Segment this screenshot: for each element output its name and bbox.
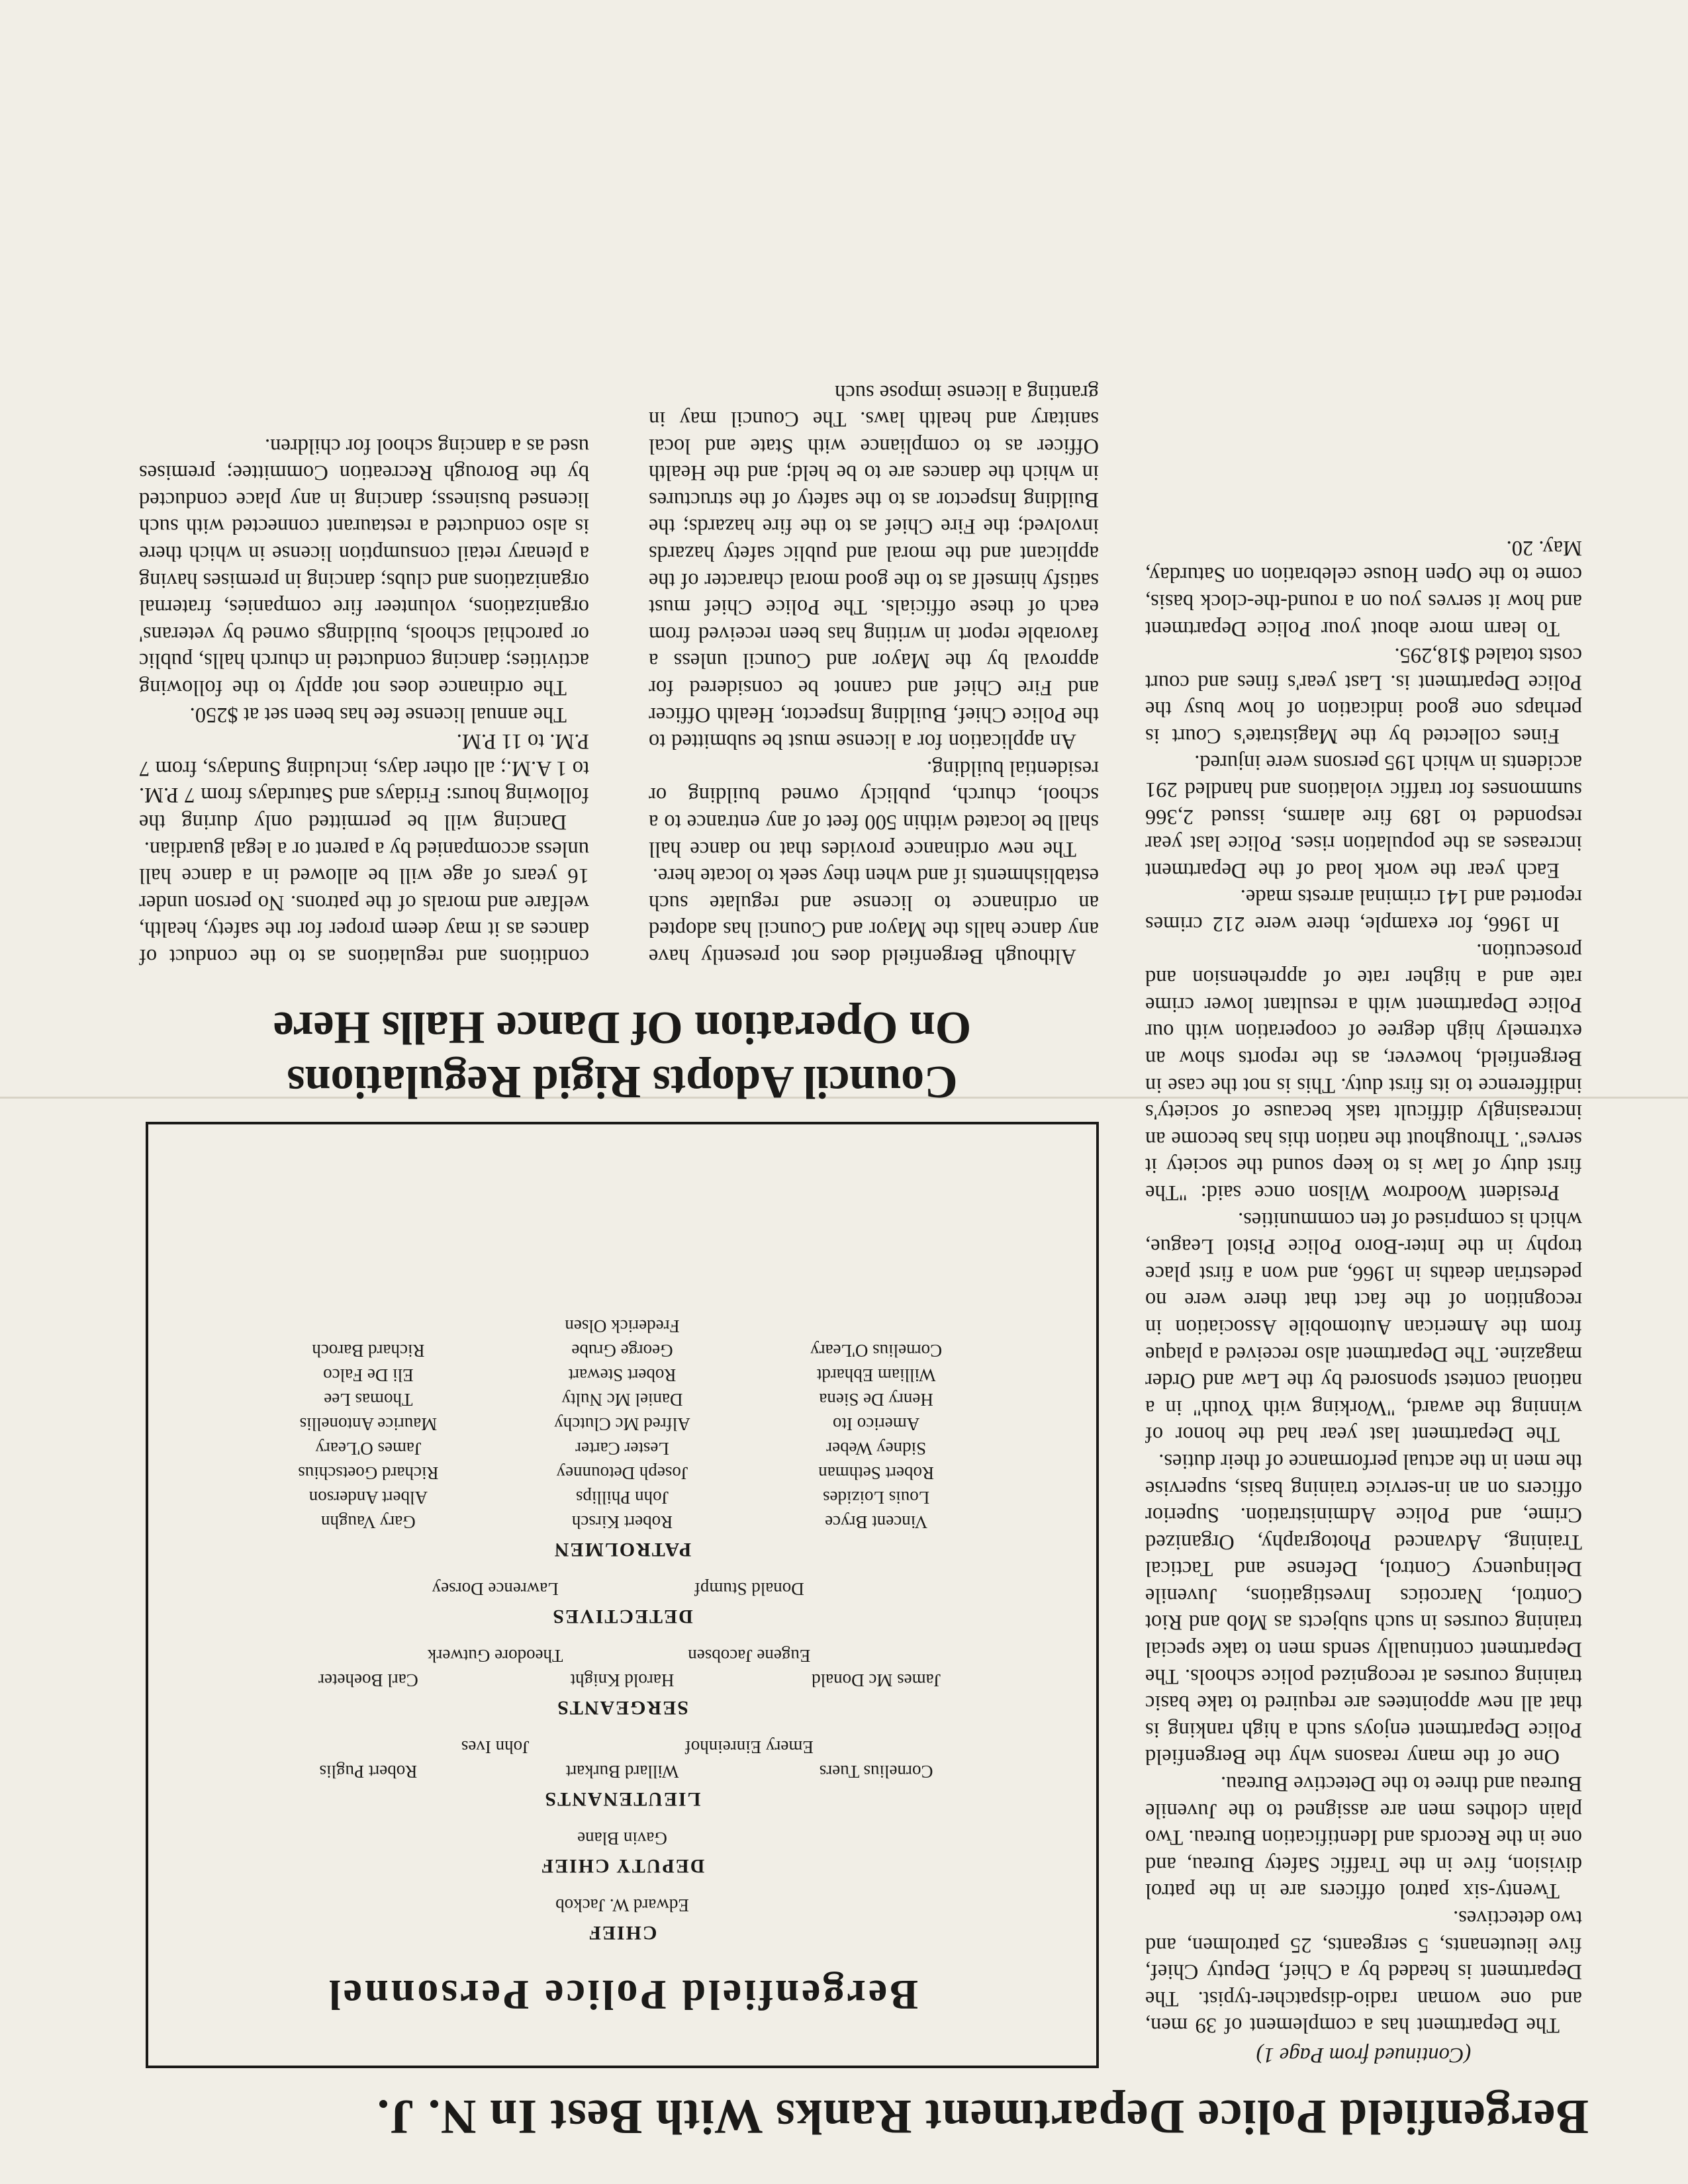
rank-title: PATROLMEN <box>553 1539 692 1561</box>
article-paragraph: The ordinance does not apply to the following activities; dancing conducted in church halls, public or parochial schools, buildings owned by veterans' organizations, volunteer fire companies, fraternal organizations and clubs; dancing in premises having a plenary retail consumption license in which there is also conducted a restaurant connected with such licensed business; dancing in any place conducted by the Borough Recreation Committee; premises used as a dancing school for children. <box>139 433 589 700</box>
officer-name: Robert Stewart <box>568 1365 677 1385</box>
officer-name: Lester Carter <box>575 1439 669 1459</box>
officer-name: Theodore Gutwerk <box>427 1646 563 1666</box>
officer-name: Alfred Mc Clutchy <box>554 1414 690 1434</box>
officer-name: Eugene Jacobsen <box>688 1646 811 1666</box>
officer-name: Frederick Olsen <box>565 1316 680 1336</box>
article-paragraph: In 1966, for example, there were 212 crimes reported and 141 criminal arrests made. <box>1145 885 1582 936</box>
officer-name: Emery Einreinhof <box>684 1737 814 1757</box>
officer-name: Lawrence Dorsey <box>432 1579 559 1599</box>
officer-name: Thomas Lee <box>324 1390 413 1410</box>
officer-name: Sidney Weber <box>826 1439 927 1459</box>
officer-name: Gary Vaughn <box>321 1512 416 1532</box>
headline-line: On Operation Of Dance Halls Here <box>273 1002 972 1053</box>
officer-name: John Phillips <box>575 1488 669 1508</box>
officer-name: Edward W. Jackob <box>555 1895 689 1915</box>
officer-name: James O'Leary <box>315 1439 422 1459</box>
rank-section-chief <box>148 1893 1096 1944</box>
officer-name: Daniel Mc Nulty <box>561 1390 683 1410</box>
rank-section-detectives <box>148 1576 1096 1627</box>
rank-title: SERGEANTS <box>556 1697 688 1719</box>
article-paragraph: One of the many reasons why the Bergenfield Police Department enjoys such a high ranking is that all new appointees are required to take basic training courses at recognized police schools. The Department continually sends men to take special training courses in such subjects as Mob and Riot Control, Narcotics Investigations, Juvenile Delinquency Control, Defense and Tactical Training, Advanced Photography, Organized Crime, and Police Administration. Superior officers on an in-service training basis, supervise the men in the actual performance of their duties. <box>1145 1449 1582 1769</box>
article-paragraph: The new ordinance provides that no dance hall shall be located within 500 feet of any entrance to a school, church, publicly owned building or residential building. <box>649 756 1099 861</box>
rank-section-lieutenants <box>148 1735 1096 1810</box>
officer-name: Cornelius Tuers <box>819 1762 933 1782</box>
officer-name: Henry De Siena <box>819 1390 933 1410</box>
article-paragraph: Twenty-six patrol officers are in the patrol division, five in the Traffic Safety Bureau, and one in the Records and Identification Bureau. Two plain clothes men are assigned to the Juvenile Bureau and three to the Detective Bureau. <box>1145 1772 1582 1903</box>
rank-title: DEPUTY CHIEF <box>539 1855 705 1877</box>
officer-name: Louis Loizides <box>823 1488 930 1508</box>
officer-name: Carl Boeheter <box>318 1670 418 1690</box>
officer-name: Richard Goetschius <box>298 1463 439 1483</box>
article-paragraph: The Department has a complement of 39 men, and one woman radio-dispatcher-typist. The Department is headed by a Chief, Deputy Chief, five lieutenants, 5 sergeants, 25 patrolmen, and two detectives. <box>1145 1906 1582 2038</box>
rank-title: DETECTIVES <box>551 1606 693 1627</box>
article-police-column <box>1145 534 1582 2068</box>
officer-name: Maurice Antonellis <box>299 1414 438 1434</box>
officer-name: John Ives <box>461 1737 530 1757</box>
officer-name: Donald Stumpf <box>694 1579 804 1599</box>
article-paragraph: An application for a license must be submitted to the Police Chief, Building Inspector, Health Officer and Fire Chief and cannot be considered for approval by the Mayor and Council unless a favorable report in writing has been received from each of these officials. The Police Chief must satisfy himself as to the good moral character of the applicant and the moral and public safety hazards involved; the Fire Chief as to the fire hazards; the Building Inspector as to the safety of the structures in which the dances are to be held; and the Health Officer as to compliance with State and local sanitary and health laws. The Council may in granting a license impose such <box>649 380 1099 754</box>
officer-name: Harold Knight <box>570 1670 675 1690</box>
article-paragraph: President Woodrow Wilson once said: "The first duty of law is to keep sound the society it serves". Throughout the nation this has become an increasingly difficult task because of society's indifference to its first duty. This is not the case in Bergenfield, however, as the reports show an extremely high degree of cooperation with our Police Department with a resultant lower crime rate and a higher rate of apprehension and prosecution. <box>1145 938 1582 1205</box>
officer-name: George Grube <box>571 1341 673 1361</box>
rank-title: LIEUTENANTS <box>543 1788 701 1810</box>
officer-name: Richard Baroch <box>312 1341 425 1361</box>
officer-name: Americo Ito <box>833 1414 920 1434</box>
personnel-roster-box <box>146 1122 1099 2068</box>
roster-title: Bergenfield Police Personnel <box>326 1972 919 2019</box>
dance-hall-column-1 <box>649 379 1099 970</box>
article-paragraph: Each year the work load of the Department increases as the population rises. Police last year responded to 189 fire alarms, issued 2,366 summonses for traffic violations and handled 291 accidents in which 195 persons were injured. <box>1145 751 1582 882</box>
officer-name: William Ebhardt <box>816 1365 936 1385</box>
officer-name: Albert Anderson <box>308 1488 428 1508</box>
officer-name: James Mc Donald <box>812 1670 941 1690</box>
rank-section-deputy-chief <box>148 1826 1096 1877</box>
officer-name: Joseph Detounney <box>556 1463 688 1483</box>
officer-name: Eli De Falco <box>323 1365 414 1385</box>
officer-name: Robert Puglis <box>319 1762 418 1782</box>
article-paragraph: conditions and regulations as to the conduct of dances as it may deem proper for the safety, health, welfare and morals of the patrons. No person under 16 years of age will be allowed in a dance hall unless accompanied by a parent or a legal guardian. <box>139 837 589 968</box>
dance-hall-headline <box>146 1000 1099 1109</box>
rank-section-sergeants <box>148 1643 1096 1719</box>
article-paragraph: Dancing will be permitted only during the following hours: Fridays and Saturdays from 7 P.M. to 1 A.M.; all other days, including Sundays, from 7 P.M. to 11 P.M. <box>139 729 589 835</box>
officer-name: Willard Burkart <box>565 1762 679 1782</box>
dance-hall-column-2 <box>139 432 589 970</box>
officer-name: Cornelius O'Leary <box>810 1341 943 1361</box>
article-paragraph: Although Bergenfield does not presently have any dance halls the Mayor and Council has adopted an ordinance to license and regulate such establishments if and when they seek to locate here. <box>649 864 1099 968</box>
officer-name: Robert Sethman <box>818 1463 934 1483</box>
article-paragraph: The annual license fee has been set at $250. <box>189 702 567 727</box>
article-paragraph: The Department last year had the honor of winning the award, "Working with Youth" in a national contest sponsored by the Law and Order magazine. The Department also received a plaque from the American Automobile Association in recognition of the fact that there were no pedestrian deaths in 1966, and won a first place trophy in the Inter-Boro Police Pistol League, which is comprised of ten communities. <box>1145 1207 1582 1447</box>
officer-name: Robert Kirsch <box>571 1512 673 1532</box>
article-paragraph: Fines collected by the Magistrate's Court is perhaps one good indication of how busy the Police Department is. Last year's fines and court costs totaled $18,295. <box>1145 643 1582 748</box>
officer-name: Vincent Bryce <box>825 1512 928 1532</box>
article-paragraph: To learn more about your Police Department and how it serves you on a round-the-clock basis, come to the Open House celebration on Saturday, May. 20. <box>1145 535 1582 641</box>
page-banner-headline: Bergenfield Police Department Ranks With Best In N. J. <box>376 2089 1589 2144</box>
officer-name: Gavin Blane <box>577 1829 667 1848</box>
headline-line: Council Adopts Rigid Regulations <box>287 1056 958 1107</box>
rank-title: CHIEF <box>587 1922 657 1944</box>
continued-note: (Continued from Page 1) <box>1256 2043 1472 2067</box>
rank-section-patrolmen <box>148 1314 1096 1561</box>
